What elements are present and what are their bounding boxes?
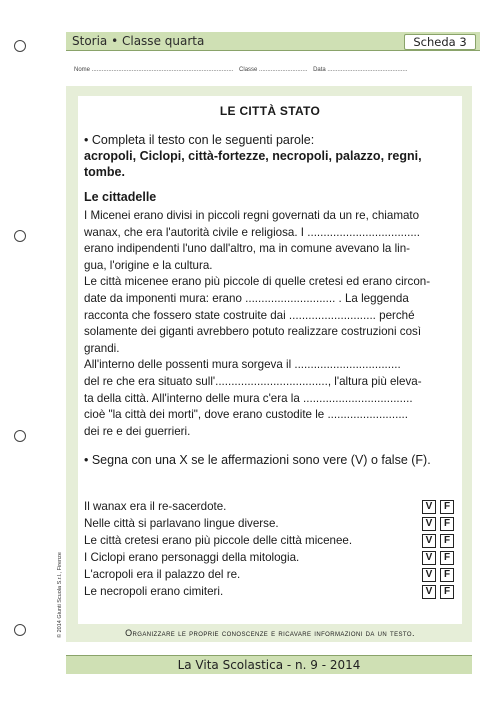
worksheet-body [78, 96, 462, 638]
paragraph-line: date da imponenti mura: erano ............................ . La leggenda [84, 291, 409, 305]
name-field[interactable]: Nome ..................................................................................... [74, 67, 234, 73]
header-bar [66, 32, 480, 51]
binder-hole [14, 230, 26, 242]
true-false-list [84, 498, 462, 600]
cloze-paragraph [84, 208, 458, 440]
page-title: LE CITTÀ STATO [219, 104, 321, 118]
paragraph-line: wanax, che era l'autorità civile e religiosa. I ................................... [84, 225, 420, 239]
statement-row [84, 498, 462, 515]
paragraph-line: dei re e dei guerrieri. [84, 424, 191, 438]
statement-row [84, 583, 462, 600]
instruction-text: • Completa il testo con le seguenti parole: [84, 133, 315, 147]
statement-row [84, 549, 462, 566]
false-checkbox[interactable]: F [440, 517, 454, 531]
paragraph-line: erano indipendenti l'uno dall'altro, ma in comune avevano la lin- [84, 242, 411, 256]
statement-row [84, 515, 462, 532]
statement-text: I Ciclopi erano personaggi della mitologia. [84, 551, 300, 564]
subject-label: Storia • Classe quarta [72, 34, 205, 48]
word-bank: acropoli, Ciclopi, città-fortezze, necropoli, palazzo, regni, tombe. [84, 149, 422, 179]
copyright-text: © 2014 Giunti Scuola S.r.l., Firenze [57, 552, 63, 638]
false-checkbox[interactable]: F [440, 500, 454, 514]
statement-text: Il wanax era il re-sacerdote. [84, 500, 227, 513]
paragraph-line: del re che era situato sull'..................................., l'altura più eleva- [84, 374, 422, 388]
paragraph-line: racconta che fossero state costruite dai ........................... perché [84, 308, 415, 322]
paragraph-line: cioè "la città dei morti", dove erano custodite le ......................... [84, 408, 408, 422]
statement-text: Le necropoli erano cimiteri. [84, 585, 224, 598]
false-checkbox[interactable]: F [440, 585, 454, 599]
statement-row [84, 566, 462, 583]
binder-hole [14, 430, 26, 442]
binder-hole [14, 624, 26, 636]
true-checkbox[interactable]: V [422, 585, 436, 599]
date-field[interactable]: Data ................................................ [313, 67, 408, 73]
paragraph-line: All'interno delle possenti mura sorgeva il ................................. [84, 358, 401, 372]
statement-text: L'acropoli era il palazzo del re. [84, 568, 241, 581]
worksheet-panel [66, 86, 472, 642]
statement-text: Le città cretesi erano più piccole delle città micenee. [84, 534, 353, 547]
paragraph-line: Le città micenee erano più piccole di quelle cretesi ed erano circon- [84, 275, 431, 289]
footer-bar: La Vita Scolastica - n. 9 - 2014 [66, 655, 472, 674]
instruction-true-false: • Segna con una X se le affermazioni sono vere (V) o false (F). [84, 453, 431, 467]
paragraph-line: I Micenei erano divisi in piccoli regni governati da un re, chiamato [84, 209, 420, 222]
paragraph-line: solamente dei giganti avrebbero potuto realizzare costruzioni così [84, 325, 422, 339]
learning-objective: Organizzare le proprie conoscenze e ricavare informazioni da un testo. [125, 628, 415, 638]
sheet-badge: Scheda 3 [404, 34, 476, 50]
statement-text: Nelle città si parlavano lingue diverse. [84, 517, 279, 530]
class-field[interactable]: Classe ............................. [239, 67, 308, 73]
paragraph-line: grandi. [84, 341, 120, 355]
binder-hole [14, 40, 26, 52]
instruction-fill-words [84, 132, 456, 180]
true-checkbox[interactable]: V [422, 534, 436, 548]
name-row [74, 67, 474, 73]
false-checkbox[interactable]: F [440, 568, 454, 582]
statement-row [84, 532, 462, 549]
false-checkbox[interactable]: F [440, 534, 454, 548]
true-checkbox[interactable]: V [422, 517, 436, 531]
paragraph-line: gua, l'origine e la cultura. [84, 258, 213, 272]
section-title: Le cittadelle [84, 190, 157, 204]
true-checkbox[interactable]: V [422, 500, 436, 514]
false-checkbox[interactable]: F [440, 551, 454, 565]
true-checkbox[interactable]: V [422, 568, 436, 582]
paragraph-line: ta della città. All'interno delle mura c'era la .................................. [84, 391, 413, 405]
true-checkbox[interactable]: V [422, 551, 436, 565]
